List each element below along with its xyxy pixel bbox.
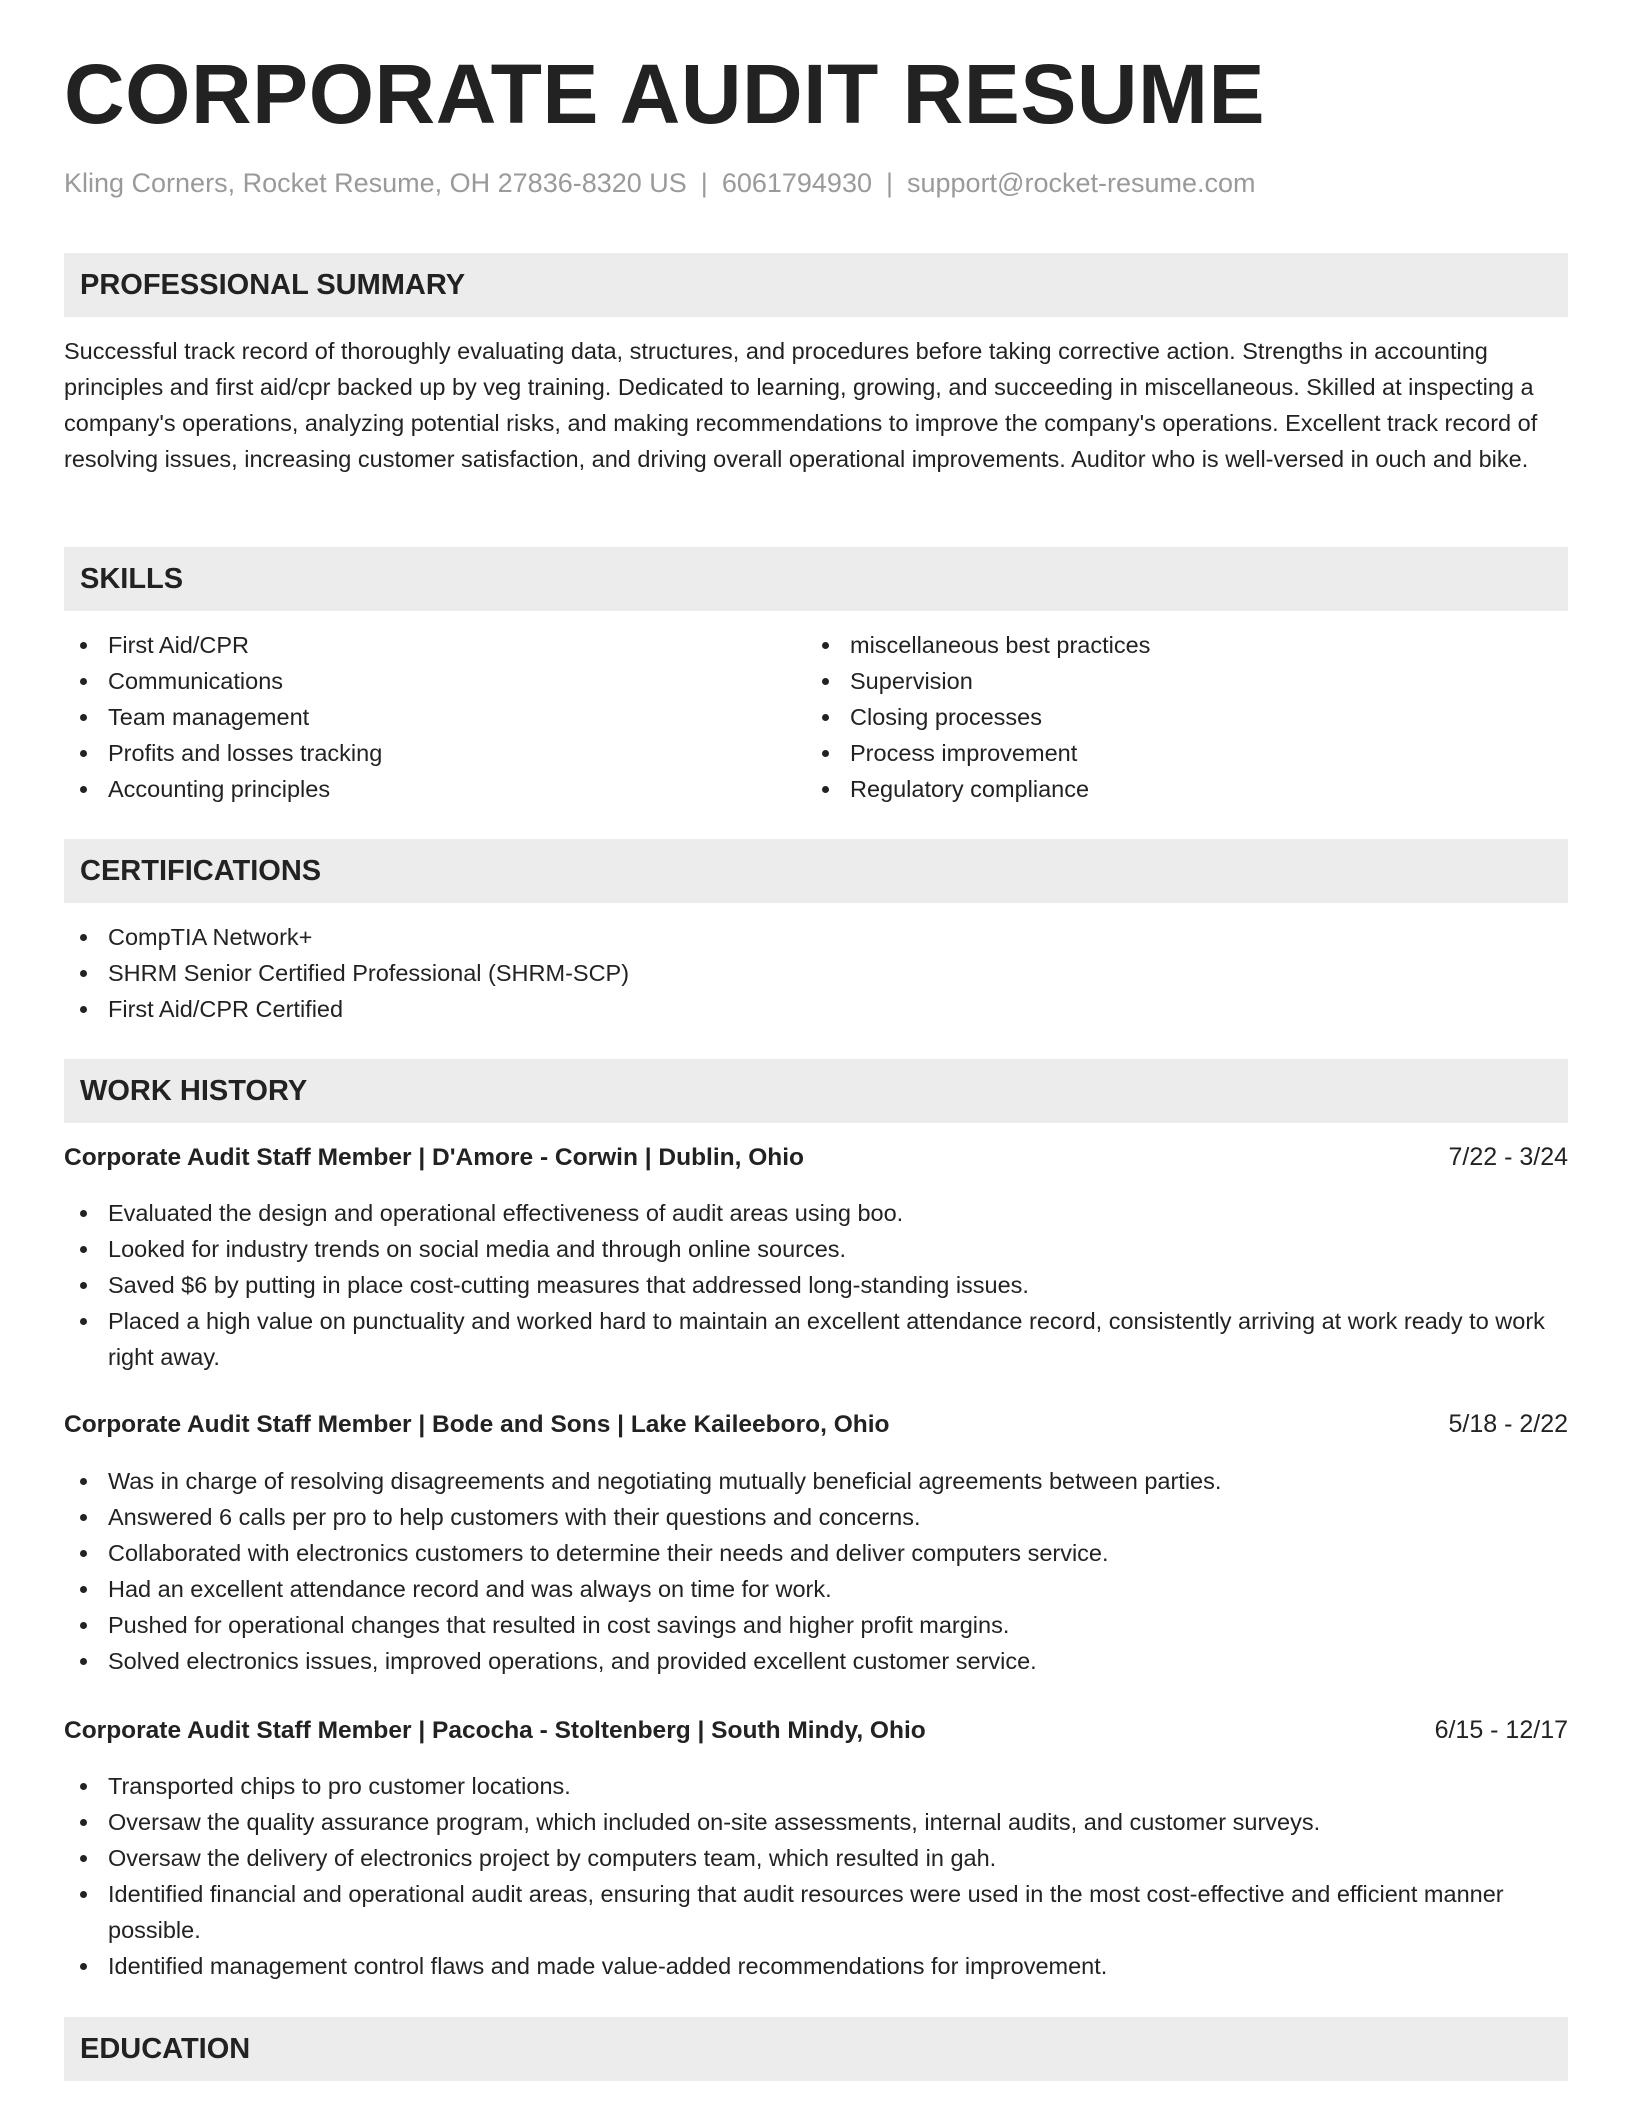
job-bullet: Collaborated with electronics customers to determine their needs and deliver computers service.: [64, 1535, 1568, 1571]
skills-list-right: [806, 627, 1546, 807]
job-bullet: Placed a high value on punctuality and worked hard to maintain an excellent attendance record, consistently arriving at work ready to work right away.: [64, 1303, 1568, 1375]
contact-separator: |: [700, 168, 708, 198]
job-bullet: Looked for industry trends on social media and through online sources.: [64, 1231, 1568, 1267]
job-bullets: [64, 1768, 1568, 1984]
work-history-heading: WORK HISTORY: [64, 1059, 1568, 1123]
job-bullet: Saved $6 by putting in place cost-cutting measures that addressed long-standing issues.: [64, 1267, 1568, 1303]
job-bullet: Solved electronics issues, improved operations, and provided excellent customer service.: [64, 1643, 1568, 1679]
skill-item: Accounting principles: [64, 771, 804, 807]
skills-list-left: [64, 627, 804, 807]
skill-item: Profits and losses tracking: [64, 735, 804, 771]
job-bullet: Oversaw the quality assurance program, which included on-site assessments, internal audits, and customer surveys.: [64, 1804, 1568, 1840]
job-bullet: Answered 6 calls per pro to help customers with their questions and concerns.: [64, 1499, 1568, 1535]
certification-item: CompTIA Network+: [64, 919, 1568, 955]
skill-item: First Aid/CPR: [64, 627, 804, 663]
contact-line: [64, 168, 1256, 199]
job-bullet: Pushed for operational changes that resulted in cost savings and higher profit margins.: [64, 1607, 1568, 1643]
job-dates: 7/22 - 3/24: [1448, 1143, 1568, 1171]
skill-item: Process improvement: [806, 735, 1546, 771]
skill-item: Team management: [64, 699, 804, 735]
job-title: Corporate Audit Staff Member | Bode and Sons | Lake Kaileeboro, Ohio: [64, 1411, 890, 1438]
education-heading: EDUCATION: [64, 2017, 1568, 2081]
job-bullet: Identified financial and operational audit areas, ensuring that audit resources were used in the most cost-effective and efficient manner possible.: [64, 1876, 1568, 1948]
job-bullet: Oversaw the delivery of electronics project by computers team, which resulted in gah.: [64, 1840, 1568, 1876]
resume-title: CORPORATE AUDIT RESUME: [64, 47, 1266, 141]
summary-heading: PROFESSIONAL SUMMARY: [64, 253, 1568, 317]
job-bullet: Evaluated the design and operational effectiveness of audit areas using boo.: [64, 1195, 1568, 1231]
summary-text: Successful track record of thoroughly evaluating data, structures, and procedures before taking corrective action. Strengths in accounting principles and first aid/cpr backed up by veg training. Dedicated to learning, growing, and succeeding in miscellaneous. Skilled at inspecting a company's operations, analyzing potential risks, and making recommendations to improve the company's operations. Excellent track record of resolving issues, increasing customer satisfaction, and driving overall operational improvements. Auditor who is well-versed in ouch and bike.: [64, 338, 1538, 472]
job-title: Corporate Audit Staff Member | Pacocha - Stoltenberg | South Mindy, Ohio: [64, 1717, 926, 1744]
job-bullet: Identified management control flaws and made value-added recommendations for improvement.: [64, 1948, 1568, 1984]
skill-item: Supervision: [806, 663, 1546, 699]
certifications-list: [64, 919, 1568, 1027]
skills-heading: SKILLS: [64, 547, 1568, 611]
contact-separator: |: [885, 168, 893, 198]
job-bullet: Had an excellent attendance record and was always on time for work.: [64, 1571, 1568, 1607]
job-title: Corporate Audit Staff Member | D'Amore - Corwin | Dublin, Ohio: [64, 1144, 805, 1171]
job-bullets: [64, 1195, 1568, 1375]
certifications-heading: CERTIFICATIONS: [64, 839, 1568, 903]
skill-item: Closing processes: [806, 699, 1546, 735]
skill-item: Regulatory compliance: [806, 771, 1546, 807]
certification-item: SHRM Senior Certified Professional (SHRM-SCP): [64, 955, 1568, 991]
skill-item: miscellaneous best practices: [806, 627, 1546, 663]
certification-item: First Aid/CPR Certified: [64, 991, 1568, 1027]
contact-email: support@rocket-resume.com: [907, 168, 1256, 198]
job-dates: 6/15 - 12/17: [1434, 1716, 1568, 1744]
contact-phone: 6061794930: [721, 168, 872, 198]
skill-item: Communications: [64, 663, 804, 699]
job-dates: 5/18 - 2/22: [1448, 1410, 1568, 1438]
job-bullets: [64, 1463, 1568, 1679]
contact-address: Kling Corners, Rocket Resume, OH 27836-8320 US: [64, 168, 687, 198]
job-bullet: Transported chips to pro customer locations.: [64, 1768, 1568, 1804]
job-bullet: Was in charge of resolving disagreements and negotiating mutually beneficial agreements between parties.: [64, 1463, 1568, 1499]
